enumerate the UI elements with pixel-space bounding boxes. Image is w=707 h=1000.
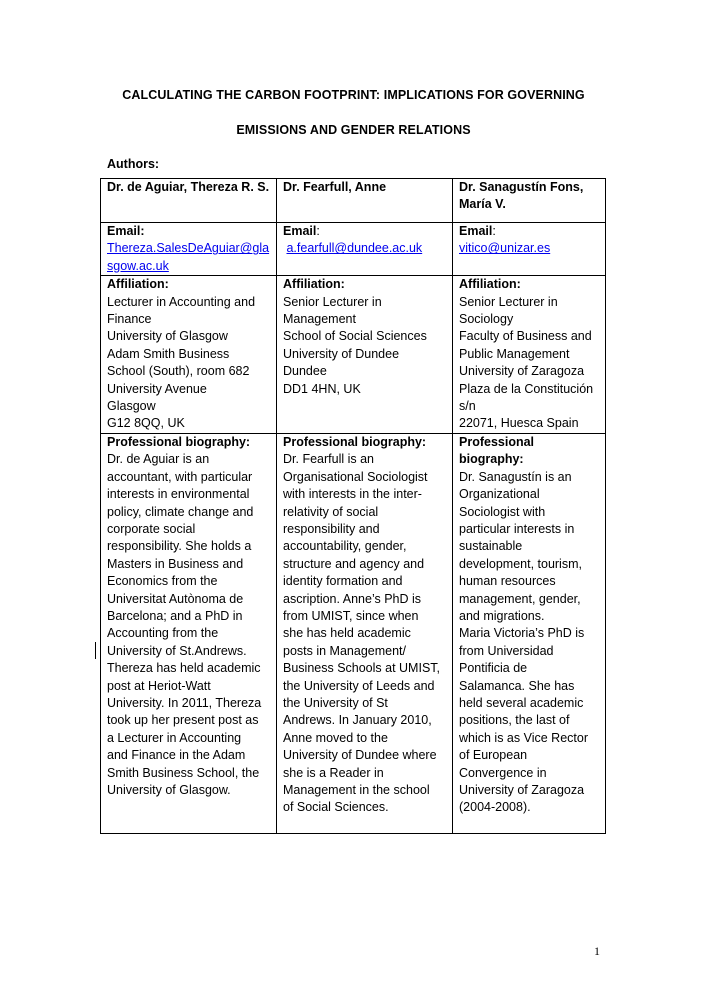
text-line: Senior Lecturer in	[459, 294, 558, 309]
bio-label: Professional biography:	[283, 434, 427, 449]
text-line: Glasgow	[107, 399, 156, 414]
text-line: development, tourism,	[459, 556, 582, 571]
text-cursor-mark	[95, 642, 96, 659]
author-3-name	[453, 179, 606, 223]
text-line: University of Zaragoza	[459, 364, 585, 379]
text-line: University of Zaragoza	[459, 783, 585, 797]
author-1-name: Dr. de Aguiar, Thereza R. S.	[101, 179, 277, 223]
text-line: Salamanca. She has	[459, 678, 575, 693]
title-line-2: EMISSIONS AND GENDER RELATIONS	[236, 123, 471, 137]
email-label: Email	[283, 224, 317, 238]
text-line: took up her present post as	[107, 713, 259, 728]
text-line: Convergence in	[459, 765, 547, 780]
author-3-bio	[459, 469, 600, 817]
text-line: 22071, Huesca Spain	[459, 416, 579, 431]
text-line: University of Dundee	[283, 346, 400, 361]
text-line: sustainable	[459, 539, 523, 554]
author-3-name-line: María V.	[459, 197, 506, 212]
text-line: and Finance in the Adam	[107, 748, 246, 763]
affiliation-label: Affiliation:	[459, 277, 521, 292]
text-line: Economics from the	[107, 574, 218, 589]
authors-table	[100, 178, 606, 834]
text-line: Anne moved to the	[283, 730, 388, 745]
text-line: ascription. Anne’s PhD is	[283, 591, 422, 606]
text-line: corporate social	[107, 521, 196, 536]
text-line: Dundee	[283, 364, 327, 379]
text-line: Finance	[107, 312, 152, 327]
text-line: Maria Victoria’s PhD is	[459, 626, 585, 641]
text-line: of European	[459, 748, 528, 763]
text-line: relativity of social	[283, 504, 379, 519]
text-line: University of Glasgow.	[107, 783, 231, 797]
text-line: Thereza has held academic	[107, 661, 261, 676]
bio-label-line: Professional	[459, 434, 535, 449]
author-2-name: Dr. Fearfull, Anne	[277, 179, 453, 223]
text-line: Sociology	[459, 312, 514, 327]
author-3-name-line: Dr. Sanagustín Fons,	[459, 180, 584, 194]
text-line: Andrews. In January 2010,	[283, 713, 432, 728]
author-1-bio-cell	[101, 433, 277, 833]
bio-label: Professional biography:	[107, 434, 251, 449]
author-3-email-cell: Email: vitico@unizar.es	[453, 223, 606, 276]
text-line: from Universidad	[459, 643, 554, 658]
text-line: Dr. Sanagustín is an	[459, 469, 572, 484]
text-line: Lecturer in Accounting and	[107, 294, 256, 309]
text-line: post at Heriot-Watt	[107, 678, 211, 693]
text-line: Adam Smith Business	[107, 346, 230, 361]
text-line: Accounting from the	[107, 626, 219, 641]
text-line: University of Glasgow	[107, 329, 228, 344]
text-line: Management in the school	[283, 783, 430, 797]
table-row-names	[101, 179, 606, 223]
text-line: accountant, with particular	[107, 469, 253, 484]
author-3-affiliation	[459, 294, 600, 433]
email-label: Email	[459, 224, 493, 238]
text-line: University of Dundee where	[283, 748, 437, 763]
author-1-affiliation	[107, 294, 271, 433]
author-2-email-link[interactable]: a.fearfull@dundee.ac.uk	[286, 241, 423, 256]
text-line: Business Schools at UMIST,	[283, 661, 441, 676]
author-2-affiliation	[283, 294, 447, 398]
text-line: Public Management	[459, 346, 570, 361]
page-number: 1	[594, 944, 600, 958]
affiliation-label: Affiliation:	[107, 277, 169, 292]
text-line: interests in environmental	[107, 487, 250, 502]
text-line: identity formation and	[283, 574, 403, 589]
text-line: held several academic	[459, 695, 584, 710]
text-line: Organisational Sociologist	[283, 469, 428, 484]
text-line: she is a Reader in	[283, 765, 384, 780]
author-1-affiliation-cell	[101, 276, 277, 434]
text-line: Senior Lecturer in	[283, 294, 382, 309]
table-row-emails	[101, 223, 606, 276]
text-line: (2004-2008).	[459, 800, 531, 815]
text-line: Smith Business School, the	[107, 765, 260, 780]
text-line: posts in Management/	[283, 643, 406, 658]
text-line: Barcelona; and a PhD in	[107, 608, 243, 623]
text-line: of Social Sciences.	[283, 800, 389, 815]
author-2-affiliation-cell	[277, 276, 453, 434]
text-line: and migrations.	[459, 608, 545, 623]
bio-label-line: biography:	[459, 452, 524, 467]
author-1-bio	[107, 451, 271, 799]
author-2-bio-cell	[277, 433, 453, 833]
text-line: Masters in Business and	[107, 556, 244, 571]
text-line: University. In 2011, Thereza	[107, 695, 262, 710]
text-line: she has held academic	[283, 626, 411, 641]
table-row-affiliations	[101, 276, 606, 434]
text-line: Organizational	[459, 487, 540, 502]
authors-label: Authors:	[107, 157, 160, 171]
text-line: accountability, gender,	[283, 539, 407, 554]
author-3-affiliation-cell	[453, 276, 606, 434]
text-line: which is as Vice Rector	[459, 730, 588, 745]
text-line: Sociologist with	[459, 504, 546, 519]
author-3-email-link[interactable]: vitico@unizar.es	[459, 241, 551, 256]
text-line: G12 8QQ, UK	[107, 416, 185, 431]
text-line: responsibility. She holds a	[107, 539, 252, 554]
author-3-bio-cell	[453, 433, 606, 833]
text-line: Dr. Fearfull is an	[283, 452, 375, 467]
text-line: School (South), room 682	[107, 364, 250, 379]
text-line: Dr. de Aguiar is an	[107, 452, 210, 467]
text-line: human resources	[459, 574, 556, 589]
text-line: responsibility and	[283, 521, 380, 536]
text-line: the University of St	[283, 695, 388, 710]
text-line: the University of Leeds and	[283, 678, 435, 693]
email-label: Email:	[107, 224, 145, 238]
text-line: DD1 4HN, UK	[283, 381, 361, 396]
text-line: Plaza de la Constitución	[459, 381, 594, 396]
text-line: Pontificia de	[459, 661, 528, 676]
author-2-bio	[283, 451, 447, 817]
author-1-email-link-cont[interactable]: sgow.ac.uk	[107, 258, 169, 273]
text-line: with interests in the inter-	[283, 487, 422, 502]
text-line: Universitat Autònoma de	[107, 591, 244, 606]
title-line-1: CALCULATING THE CARBON FOOTPRINT: IMPLICATIONS FOR GOVERNING	[122, 88, 585, 102]
table-row-biographies	[101, 433, 606, 833]
text-line: Faculty of Business and	[459, 329, 592, 344]
text-line: Management	[283, 312, 356, 327]
text-line: policy, climate change and	[107, 504, 254, 519]
text-line: University of St.Andrews.	[107, 643, 247, 658]
text-line: University Avenue	[107, 381, 207, 396]
text-line: structure and agency and	[283, 556, 425, 571]
text-line: management, gender,	[459, 591, 581, 606]
text-line: a Lecturer in Accounting	[107, 730, 242, 745]
author-2-email-cell: Email: a.fearfull@dundee.ac.uk	[277, 223, 453, 276]
author-1-email-cell	[101, 223, 277, 276]
text-line: particular interests in	[459, 521, 575, 536]
text-line: positions, the last of	[459, 713, 570, 728]
text-line: School of Social Sciences	[283, 329, 427, 344]
author-1-email-link[interactable]: Thereza.SalesDeAguiar@gla	[107, 241, 270, 256]
text-line: from UMIST, since when	[283, 608, 419, 623]
affiliation-label: Affiliation:	[283, 277, 345, 292]
text-line: s/n	[459, 399, 476, 414]
